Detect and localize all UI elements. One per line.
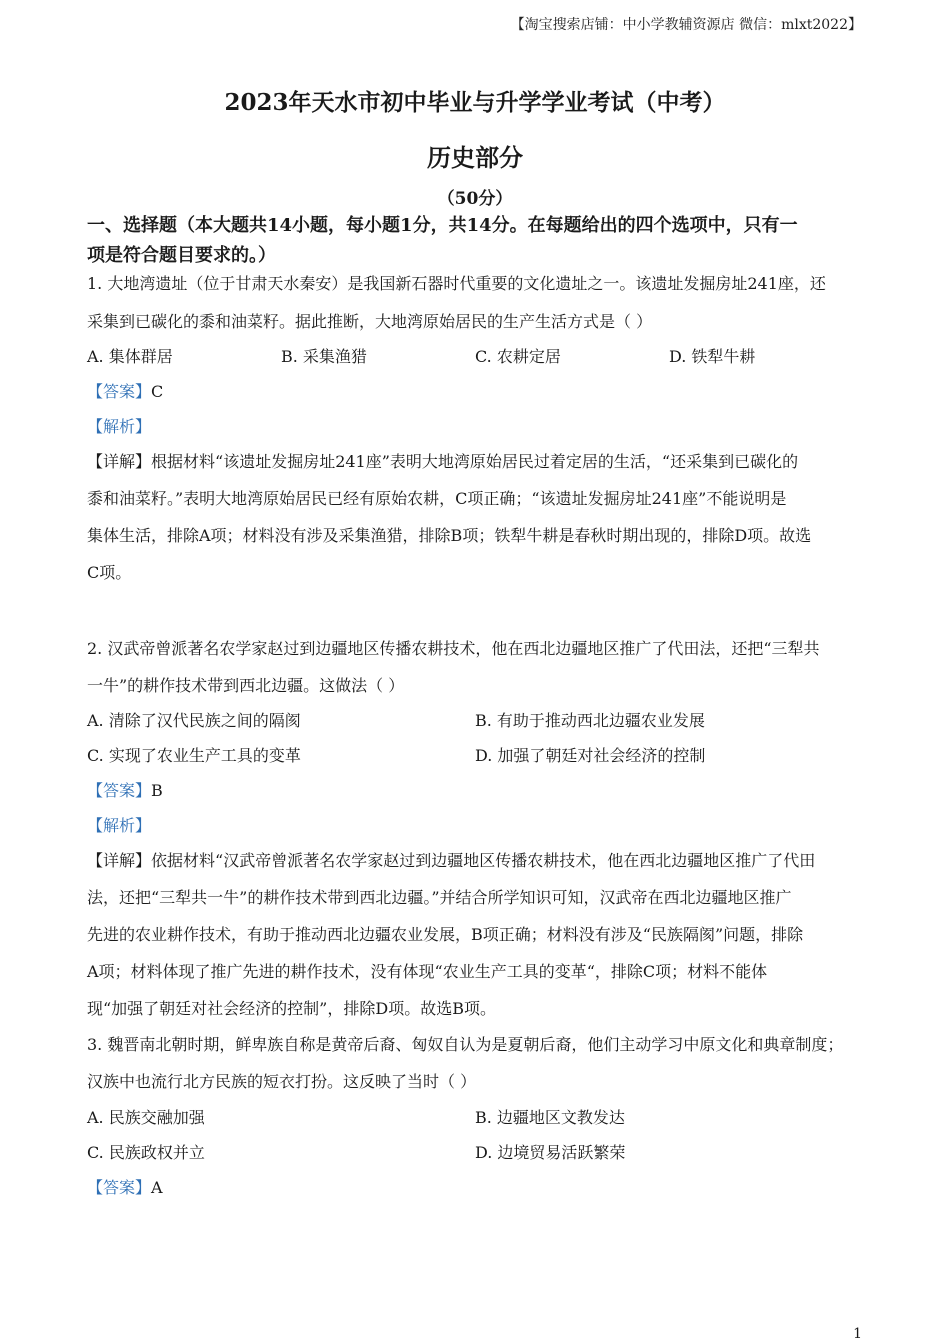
header-note: 【淘宝搜索店铺：中小学教辅资源店 微信：mlxt2022】: [510, 17, 862, 33]
q3-option-b: B. 边疆地区文教发达: [475, 1108, 625, 1127]
q3-stem-line-1: 3. 魏晋南北朝时期，鲜卑族自称是黄帝后裔、匈奴自认为是夏朝后裔，他们主动学习中原文化和典章制度；: [87, 1035, 844, 1054]
q2-detail-line-4: A项；材料体现了推广先进的耕作技术，没有体现“农业生产工具的变革“，排除C项；材料不能体: [87, 962, 768, 981]
analysis-tag: 【解析】: [87, 816, 152, 835]
q3-answer: [87, 1177, 163, 1199]
q3-option-c: C. 民族政权并立: [87, 1143, 205, 1162]
exam-score: （50分）: [437, 189, 513, 209]
answer-tag: 【答案】: [87, 1178, 152, 1197]
q1-option-d: D. 铁犁牛耕: [669, 347, 756, 366]
q3-option-d: D. 边境贸易活跃繁荣: [475, 1143, 626, 1162]
q2-answer-value: B: [151, 781, 163, 800]
answer-tag: 【答案】: [87, 382, 152, 401]
q1-answer-value: C: [151, 382, 164, 401]
q1-answer: [87, 381, 163, 403]
exam-title: 2023年天水市初中毕业与升学学业考试（中考）: [224, 89, 726, 116]
answer-tag: 【答案】: [87, 781, 152, 800]
q2-option-a: A. 清除了汉代民族之间的隔阂: [87, 711, 301, 730]
q2-detail-line-1: [87, 850, 815, 872]
section-heading-line-1: 一、选择题（本大题共14小题，每小题1分，共14分。在每题给出的四个选项中，只有一: [87, 215, 798, 236]
q2-option-d: D. 加强了朝廷对社会经济的控制: [475, 746, 706, 765]
q3-option-a: A. 民族交融加强: [87, 1108, 205, 1127]
q2-detail-line-2: 法，还把“三犁共一牛”的耕作技术带到西北边疆。”并结合所学知识可知，汉武帝在西北边疆地区推广: [87, 888, 792, 907]
analysis-tag: 【解析】: [87, 417, 152, 436]
q1-detail-line-2: 黍和油菜籽。”表明大地湾原始居民已经有原始农耕，C项正确；“该遗址发掘房址241座”不能说明是: [87, 489, 787, 508]
q2-detail-text-1: 依据材料“汉武帝曾派著名农学家赵过到边疆地区传播农耕技术，他在西北边疆地区推广了代田: [151, 851, 816, 870]
q1-detail-line-4: C项。: [87, 563, 132, 582]
exam-subtitle: 历史部分: [427, 143, 523, 172]
page-number: 1: [853, 1326, 862, 1342]
q2-detail-line-3: 先进的农业耕作技术，有助于推动西北边疆农业发展，B项正确；材料没有涉及“民族隔阂”问题，排除: [87, 925, 804, 944]
q1-analysis: [87, 416, 151, 438]
q2-option-b: B. 有助于推动西北边疆农业发展: [475, 711, 705, 730]
q2-option-c: C. 实现了农业生产工具的变革: [87, 746, 301, 765]
q2-stem-line-2: 一牛”的耕作技术带到西北边疆。这做法（ ）: [87, 676, 405, 695]
q1-stem-line-2: 采集到已碳化的黍和油菜籽。据此推断，大地湾原始居民的生产生活方式是（ ）: [87, 312, 653, 331]
section-heading-line-2: 项是符合题目要求的。）: [87, 245, 276, 266]
q3-answer-value: A: [151, 1178, 163, 1197]
section-heading: [87, 211, 867, 271]
q1-option-b: B. 采集渔猎: [281, 347, 367, 366]
q1-detail-line-3: 集体生活，排除A项；材料没有涉及采集渔猎，排除B项；铁犁牛耕是春秋时期出现的，排除D项。故选: [87, 526, 812, 545]
q1-option-a: A. 集体群居: [87, 347, 173, 366]
detail-tag: 【详解】: [87, 851, 152, 870]
q1-detail-line-1: [87, 451, 798, 473]
q2-stem-line-1: 2. 汉武帝曾派著名农学家赵过到边疆地区传播农耕技术，他在西北边疆地区推广了代田法，还把“三犁共: [87, 639, 820, 658]
q1-option-c: C. 农耕定居: [475, 347, 561, 366]
q3-stem-line-2: 汉族中也流行北方民族的短衣打扮。这反映了当时（ ）: [87, 1072, 477, 1091]
q1-stem-line-1: 1. 大地湾遗址（位于甘肃天水秦安）是我国新石器时代重要的文化遗址之一。该遗址发掘房址241座，还: [87, 274, 826, 293]
q1-detail-text-1: 根据材料“该遗址发掘房址241座”表明大地湾原始居民过着定居的生活，“还采集到已碳化的: [151, 452, 799, 471]
q2-detail-line-5: 现“加强了朝廷对社会经济的控制”，排除D项。故选B项。: [87, 999, 496, 1018]
q2-answer: [87, 780, 163, 802]
detail-tag: 【详解】: [87, 452, 152, 471]
q2-analysis: [87, 815, 151, 837]
